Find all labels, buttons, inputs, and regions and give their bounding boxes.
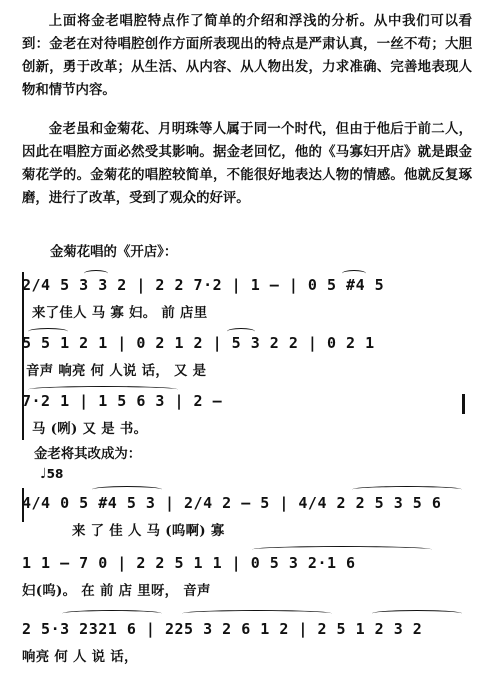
- score-notes-line: 5 5 1 2 1 | 0 2 1 2 | 5 3 2 2 | 0 2 1: [22, 334, 375, 352]
- original-score-label: 金菊花唱的《开店》：: [50, 244, 178, 260]
- slur-mark: [252, 546, 432, 553]
- slur-mark: [372, 610, 462, 617]
- score-lyrics-line: 响亮 何 人 说 话，: [22, 649, 138, 665]
- slur-mark: [352, 486, 462, 493]
- score-notes-line: 1 1 — 7 0 | 2 2 5 1 1 | 0 5 3 2·1 6: [22, 554, 356, 572]
- paragraph-history: 金老虽和金菊花、月明珠等人属于同一个时代，但由于他后于前二人，因此在唱腔方面必然受其影响。据金老回忆，他的《马寡妇开店》就是跟金菊花学的。金菊花的唱腔较简单，不能很好地表达人物的情感。他就反复琢磨，进行了改革，受到了观众的好评。: [22, 121, 472, 206]
- score-lyrics-line: 音声 响亮 何 人说 话， 又 是: [26, 363, 207, 379]
- score-lyrics-line: 马 (咧) 又 是 书。: [32, 421, 148, 437]
- quarter-note-icon: ♩: [40, 466, 47, 482]
- score-notes-line: 7·2 1 | 1 5 6 3 | 2 —: [22, 392, 223, 410]
- tempo-value: 58: [46, 467, 64, 481]
- final-barline: [462, 394, 465, 414]
- score-notes-line: 2/4 5 3 3 2 | 2 2 7·2 | 1 — | 0 5 #4 5: [22, 276, 385, 294]
- revised-score-label: 金老将其改成为：: [34, 446, 142, 462]
- score-notes-line: 4/4 0 5 #4 5 3 | 2/4 2 — 5 | 4/4 2 2 5 3 5 6: [22, 494, 442, 512]
- slur-mark: [92, 486, 162, 493]
- slur-mark: [62, 610, 162, 617]
- original-score: [22, 268, 472, 443]
- slur-mark: [182, 610, 332, 617]
- score-lyrics-line: 妇(呜)。 在 前 店 里呀， 音声: [22, 583, 211, 599]
- score-notes-line: 2 5·3 2321 6 | 225 3 2 6 1 2 | 2 5 1 2 3 2: [22, 620, 423, 638]
- paragraph-analysis: 上面将金老唱腔特点作了简单的介绍和浮浅的分析。从中我们可以看到：金老在对待唱腔创作方面所表现出的特点是严肃认真，一丝不苟；大胆创新，勇于改革；从生活、从内容、从人物出发，力求准确、完善地表现人物和情节内容。: [22, 13, 472, 98]
- revised-score: [22, 484, 472, 684]
- score-lyrics-line: 来 了 佳 人 马 (呜啊) 寡: [72, 523, 225, 539]
- score-left-bar: [22, 272, 24, 440]
- score-lyrics-line: 来了佳人 马 寡 妇。 前 店里: [32, 305, 208, 321]
- tempo-marking: [40, 466, 63, 482]
